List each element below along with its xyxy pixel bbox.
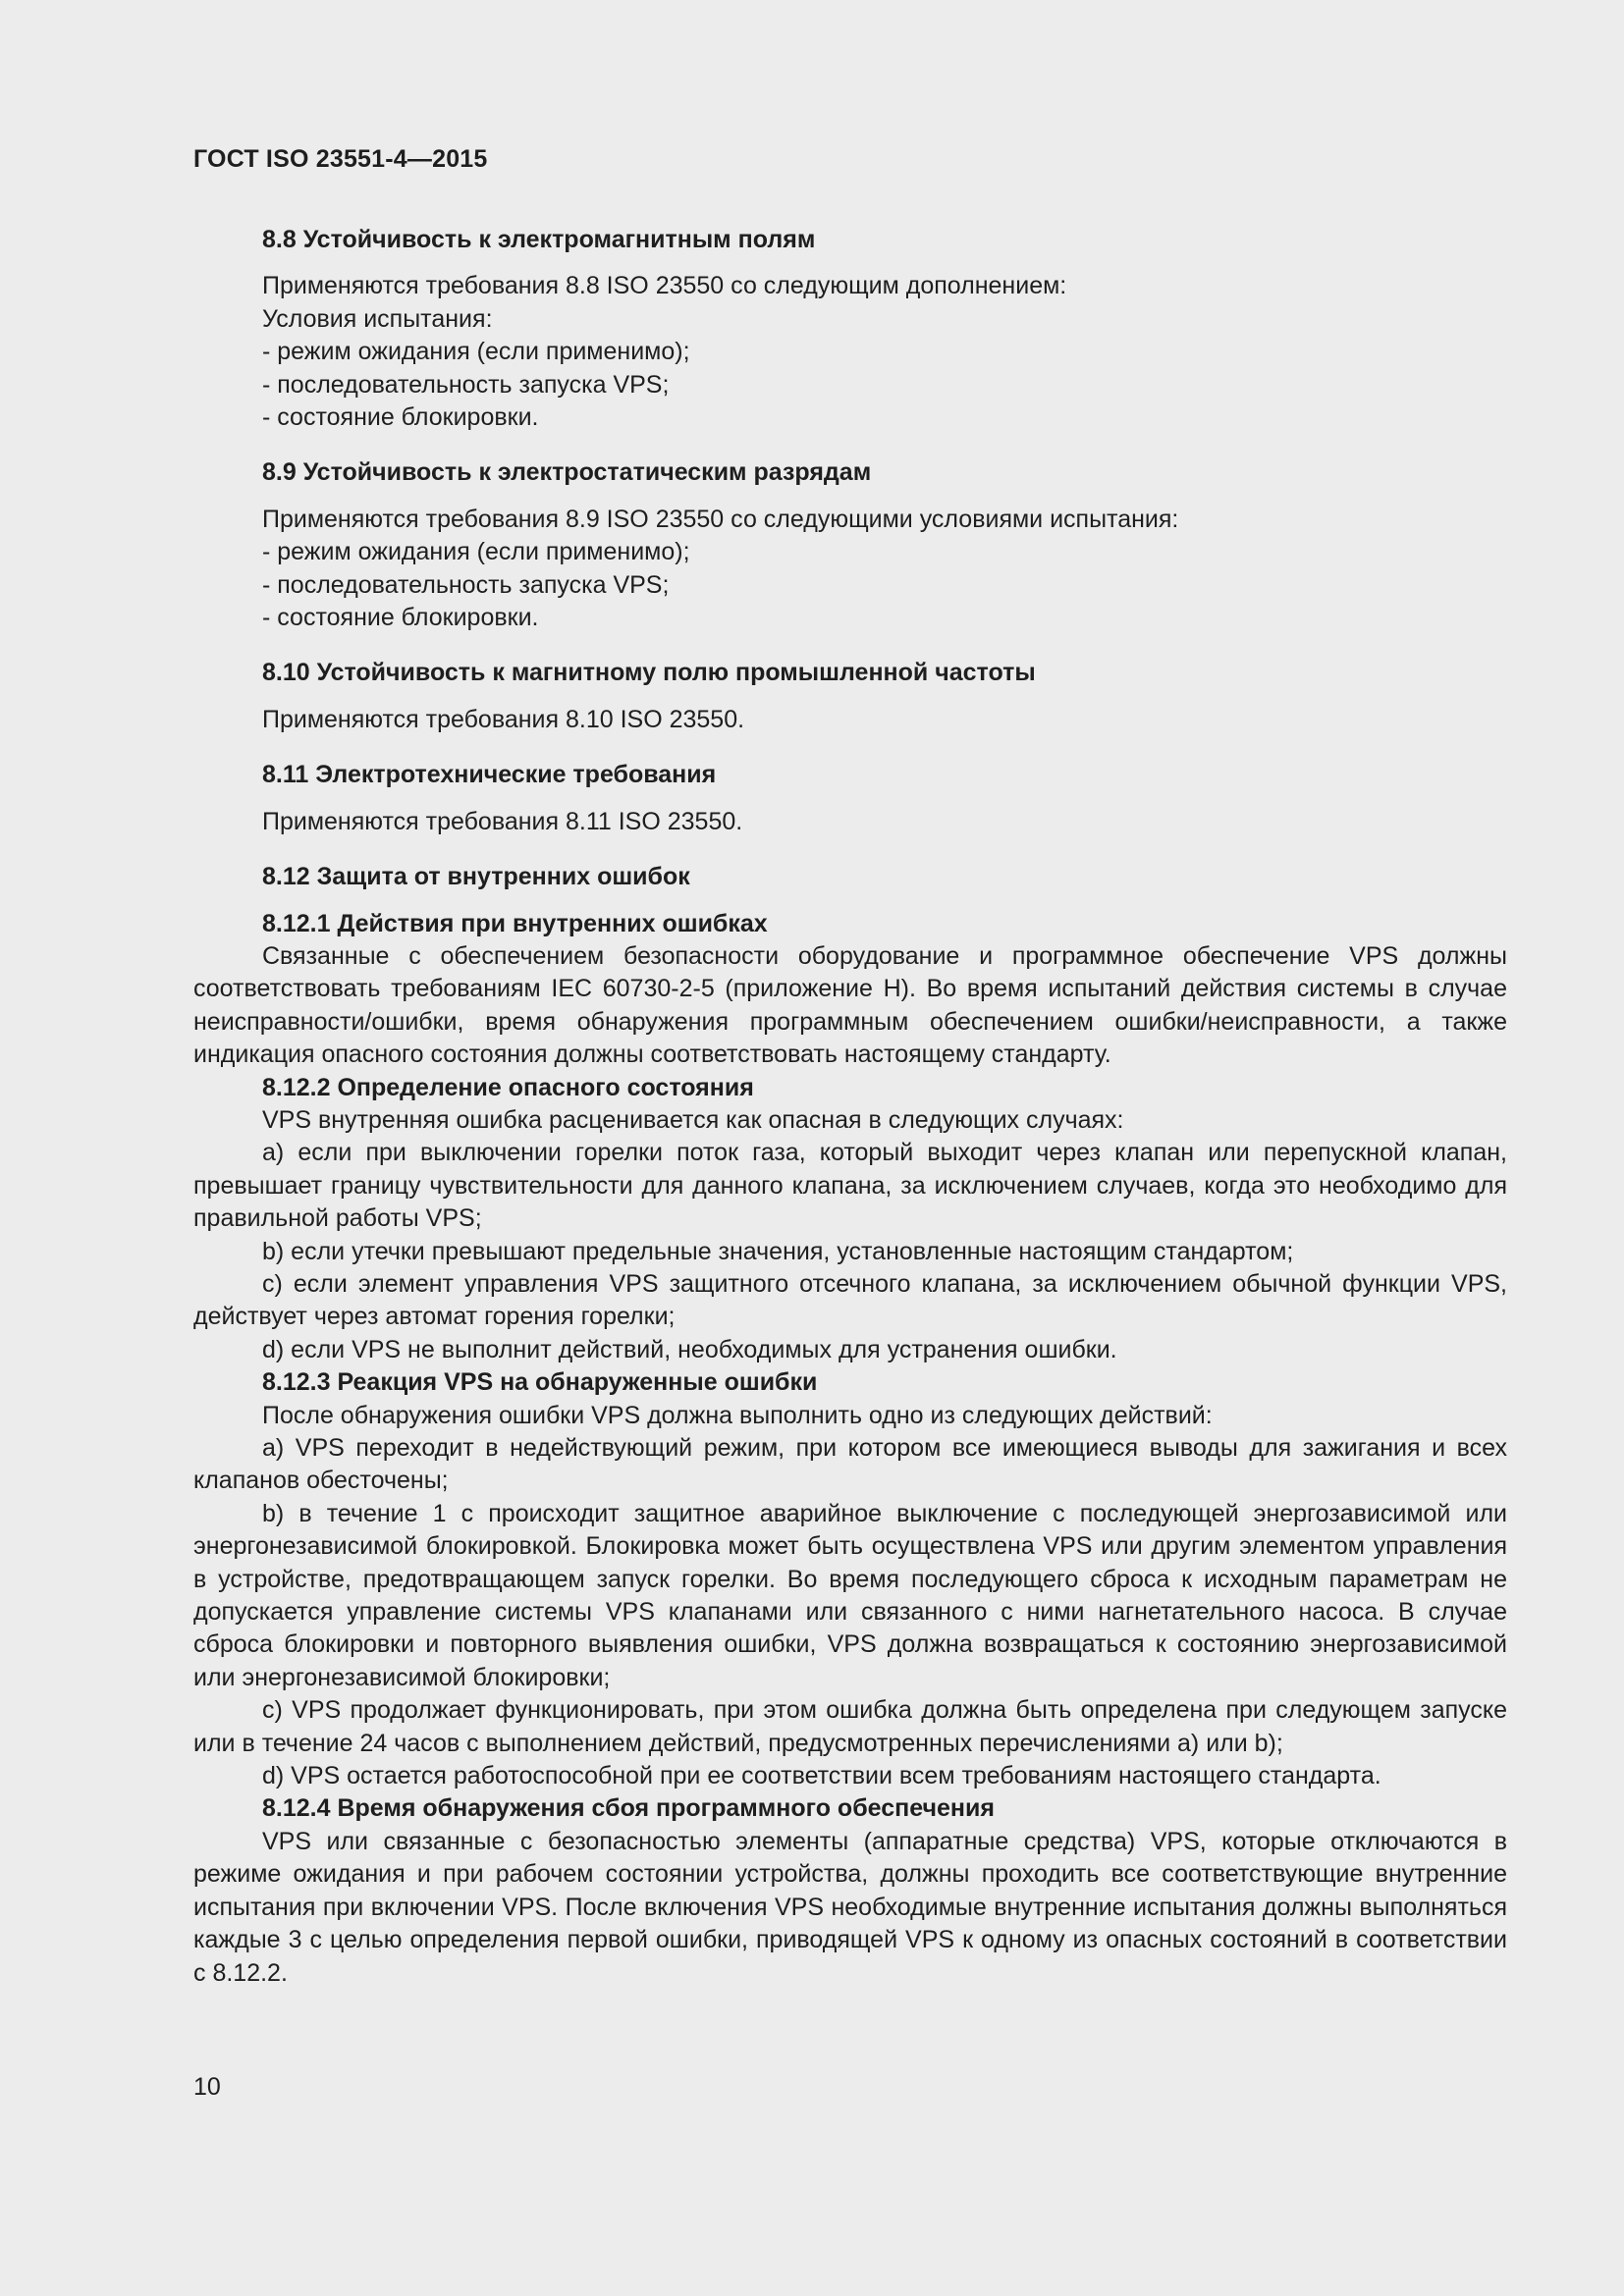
section-8-8-line: - состояние блокировки. bbox=[262, 403, 539, 432]
section-8-12-4-text: VPS или связанные с безопасностью элементы (аппаратные средства) VPS, которые отключаются в режиме ожидания и при рабочем состоянии устройства, должны проходить все соответствующие внутренние испытания при включении VPS. После включения VPS необходимые внутренние испытания должны выполняться каждые 3 с целью определения первой ошибки, приводящей VPS к одному из опасных состояний в соответствии с 8.12.2. bbox=[193, 1827, 1507, 1987]
section-8-12-1-heading: 8.12.1 Действия при внутренних ошибках bbox=[262, 909, 768, 937]
section-8-12-3-heading: 8.12.3 Реакция VPS на обнаруженные ошибки bbox=[262, 1368, 818, 1397]
section-8-8-line: Условия испытания: bbox=[262, 304, 493, 333]
section-8-8-line: - последовательность запуска VPS; bbox=[262, 370, 670, 399]
section-8-12-2-heading: 8.12.2 Определение опасного состояния bbox=[262, 1073, 754, 1101]
document-body bbox=[193, 224, 1507, 1990]
section-8-8-heading: 8.8 Устойчивость к электромагнитным полям bbox=[262, 226, 816, 253]
section-8-9-line: - состояние блокировки. bbox=[262, 604, 539, 632]
section-8-12-2-intro: VPS внутренняя ошибка расценивается как опасная в следующих случаях: bbox=[262, 1105, 1124, 1134]
list-item: d) если VPS не выполнит действий, необходимых для устранения ошибки. bbox=[262, 1335, 1117, 1363]
standard-header: ГОСТ ISO 23551-4—2015 bbox=[193, 145, 488, 173]
section-8-10-text: Применяются требования 8.10 ISO 23550. bbox=[262, 705, 745, 733]
list-item: b) если утечки превышают предельные значения, установленные настоящим стандартом; bbox=[262, 1237, 1294, 1265]
section-8-9-line: - последовательность запуска VPS; bbox=[262, 570, 670, 599]
section-8-12-1-text: Связанные с обеспечением безопасности оборудование и программное обеспечение VPS должны соответствовать требованиям IEC 60730-2-5 (приложение H). Во время испытаний действия системы в случае неисправности/ошибки, время обнаружения программным обеспечением ошибки/неисправности, а также индикация опасного состояния должны соответствовать настоящему стандарту. bbox=[193, 941, 1507, 1069]
section-8-10-heading: 8.10 Устойчивость к магнитному полю промышленной частоты bbox=[262, 659, 1036, 687]
section-8-9-line: Применяются требования 8.9 ISO 23550 со следующими условиями испытания: bbox=[262, 505, 1179, 533]
list-item: a) если при выключении горелки поток газа, который выходит через клапан или перепускной клапан, превышает границу чувствительности для данного клапана, за исключением случаев, когда это необходимо для правильной работы VPS; bbox=[193, 1139, 1507, 1233]
list-item: c) если элемент управления VPS защитного отсечного клапана, за исключением обычной функции VPS, действует через автомат горения горелки; bbox=[193, 1269, 1507, 1331]
section-8-9-heading: 8.9 Устойчивость к электростатическим разрядам bbox=[262, 458, 872, 487]
section-8-12-4-heading: 8.12.4 Время обнаружения сбоя программного обеспечения bbox=[262, 1794, 995, 1823]
list-item: c) VPS продолжает функционировать, при этом ошибка должна быть определена при следующем запуске или в течение 24 часов с выполнением действий, предусмотренных перечислениями a) или b); bbox=[193, 1696, 1507, 1757]
section-8-8-line: Применяются требования 8.8 ISO 23550 со следующим дополнением: bbox=[262, 272, 1067, 300]
section-8-11-heading: 8.11 Электротехнические требования bbox=[262, 761, 717, 789]
section-8-9-line: - режим ожидания (если применимо); bbox=[262, 538, 690, 566]
list-item: a) VPS переходит в недействующий режим, при котором все имеющиеся выводы для зажигания и всех клапанов обесточены; bbox=[193, 1434, 1507, 1495]
page-number: 10 bbox=[193, 2073, 221, 2101]
list-item: b) в течение 1 с происходит защитное аварийное выключение с последующей энергозависимой или энергонезависимой блокировкой. Блокировка может быть осуществлена VPS или другим элементом управления в устройстве, предотвращающем запуск горелки. Во время последующего сброса к исходным параметрам не допускается управление системы VPS клапанами или связанного с ними нагнетательного насоса. В случае сброса блокировки и повторного выявления ошибки, VPS должна возвращаться к состоянию энергозависимой или энергонезависимой блокировки; bbox=[193, 1499, 1507, 1691]
section-8-11-text: Применяются требования 8.11 ISO 23550. bbox=[262, 807, 743, 835]
section-8-12-3-intro: После обнаружения ошибки VPS должна выполнить одно из следующих действий: bbox=[262, 1401, 1213, 1429]
section-8-8-line: - режим ожидания (если применимо); bbox=[262, 338, 690, 366]
section-8-12-heading: 8.12 Защита от внутренних ошибок bbox=[262, 863, 690, 891]
list-item: d) VPS остается работоспособной при ее соответствии всем требованиям настоящего стандарта. bbox=[262, 1762, 1381, 1790]
